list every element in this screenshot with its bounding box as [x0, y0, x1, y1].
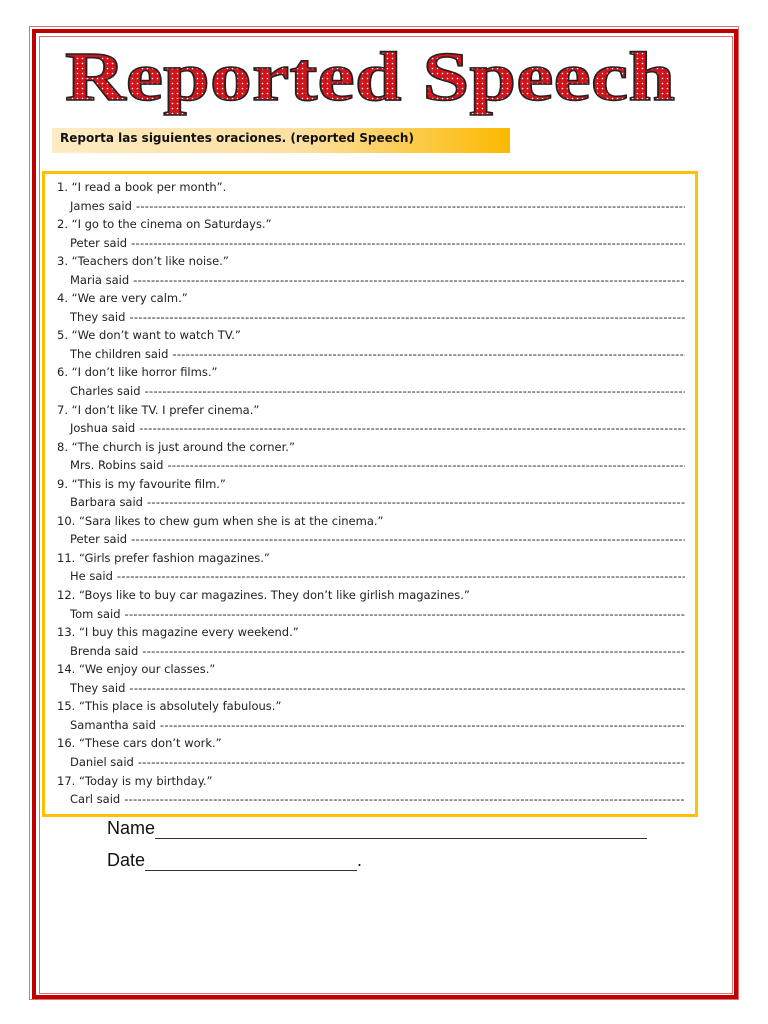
answer-label: Brenda said	[70, 643, 139, 658]
answer-label: Joshua said	[70, 421, 136, 436]
worksheet-title	[55, 36, 685, 116]
answer-line[interactable]	[57, 530, 685, 549]
answer-line[interactable]	[57, 271, 685, 290]
answer-label: Maria said	[70, 272, 130, 287]
answer-label: James said	[70, 198, 132, 213]
answer-label: The children said	[70, 346, 169, 361]
question-text: 8. “The church is just around the corner.”	[57, 439, 295, 454]
answer-blank[interactable]	[131, 234, 685, 253]
question-text: 5. “We don’t want to watch TV.”	[57, 328, 241, 343]
answer-blank[interactable]	[139, 419, 685, 438]
name-line[interactable]	[155, 820, 647, 839]
answer-label: Peter said	[70, 532, 128, 547]
answer-label: Tom said	[70, 606, 121, 621]
answer-line[interactable]	[57, 716, 685, 735]
answer-line[interactable]	[57, 456, 685, 475]
answer-blank[interactable]	[160, 716, 685, 735]
answer-line[interactable]	[57, 642, 685, 661]
answer-blank[interactable]	[125, 605, 686, 624]
answer-blank[interactable]	[138, 753, 685, 772]
answer-label: Peter said	[70, 235, 128, 250]
question-text: 4. “We are very calm.”	[57, 291, 188, 306]
answer-line[interactable]	[57, 567, 685, 586]
question-text: 10. “Sara likes to chew gum when she is at the cinema.”	[57, 513, 384, 528]
question-text: 13. “I buy this magazine every weekend.”	[57, 625, 299, 640]
question-text: 9. “This is my favourite film.”	[57, 476, 226, 491]
answer-blank[interactable]	[167, 456, 685, 475]
answer-label: Daniel said	[70, 754, 134, 769]
answer-label: They said	[70, 309, 126, 324]
date-line[interactable]	[145, 852, 357, 871]
exercise-box	[42, 171, 698, 817]
question-text: 2. “I go to the cinema on Saturdays.”	[57, 217, 272, 232]
answer-line[interactable]	[57, 382, 685, 401]
question-text: 14. “We enjoy our classes.”	[57, 662, 216, 677]
answer-label: He said	[70, 569, 113, 584]
answer-blank[interactable]	[129, 308, 685, 327]
date-label: Date	[107, 850, 146, 870]
title-text: Reported Speech	[65, 39, 675, 116]
answer-line[interactable]	[57, 753, 685, 772]
answer-line[interactable]	[57, 197, 685, 216]
answer-blank[interactable]	[136, 197, 685, 216]
name-field[interactable]	[107, 818, 647, 839]
name-label: Name	[107, 818, 156, 838]
instruction-banner: Reporta las siguientes oraciones. (reported Speech)	[52, 128, 510, 153]
date-period: .	[357, 850, 363, 870]
answer-line[interactable]	[57, 605, 685, 624]
question-text: 16. “These cars don’t work.”	[57, 736, 222, 751]
question-text: 6. “I don’t like horror films.”	[57, 365, 218, 380]
question-text: 1. “I read a book per month”.	[57, 180, 227, 194]
answer-line[interactable]	[57, 419, 685, 438]
answer-blank[interactable]	[145, 382, 685, 401]
answer-blank[interactable]	[131, 530, 685, 549]
answer-label: Carl said	[70, 792, 121, 807]
answer-blank[interactable]	[142, 642, 685, 661]
answer-label: Barbara said	[70, 495, 143, 510]
answer-blank[interactable]	[147, 493, 685, 512]
question-text: 15. “This place is absolutely fabulous.”	[57, 699, 282, 714]
answer-label: Charles said	[70, 384, 141, 399]
answer-blank[interactable]	[129, 679, 685, 698]
question-text: 11. “Girls prefer fashion magazines.”	[57, 550, 270, 565]
date-field[interactable]	[107, 850, 362, 871]
answer-blank[interactable]	[117, 567, 685, 586]
answer-line[interactable]	[57, 308, 685, 327]
answer-line[interactable]	[57, 493, 685, 512]
question-text: 17. “Today is my birthday.”	[57, 773, 213, 788]
answer-line[interactable]	[57, 345, 685, 364]
answer-blank[interactable]	[172, 345, 685, 364]
answer-line[interactable]	[57, 790, 685, 809]
answer-label: They said	[70, 680, 126, 695]
answer-blank[interactable]	[133, 271, 685, 290]
question-text: 12. “Boys like to buy car magazines. They don’t like girlish magazines.”	[57, 588, 470, 603]
question-text: 7. “I don’t like TV. I prefer cinema.”	[57, 402, 260, 417]
answer-blank[interactable]	[124, 790, 685, 809]
answer-label: Mrs. Robins said	[70, 458, 164, 473]
answer-label: Samantha said	[70, 717, 156, 732]
question-text: 3. “Teachers don’t like noise.”	[57, 254, 229, 269]
answer-line[interactable]	[57, 234, 685, 253]
answer-line[interactable]	[57, 679, 685, 698]
